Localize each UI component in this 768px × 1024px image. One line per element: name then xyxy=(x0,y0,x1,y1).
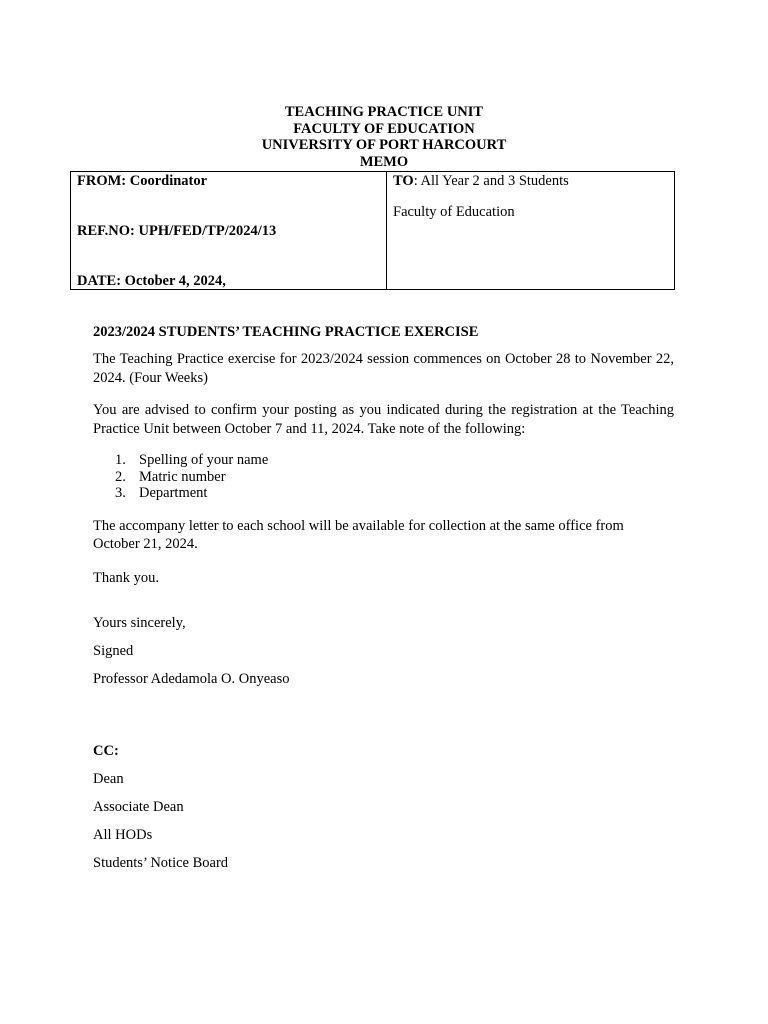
paragraph-commencement: The Teaching Practice exercise for 2023/2024 session commences on October 28 to November 22, 2024. (Four Weeks) xyxy=(93,351,674,386)
list-item xyxy=(93,485,268,502)
memo-ref-no: REF.NO: UPH/FED/TP/2024/13 xyxy=(77,223,277,239)
list-item xyxy=(93,469,268,486)
paragraph-confirm-posting: You are advised to confirm your posting as you indicated during the registration at the Teaching Practice Unit between October 7 and 11, 2024. Take note of the following: xyxy=(93,402,674,437)
list-item-text: Spelling of your name xyxy=(139,452,269,468)
memo-to xyxy=(393,173,569,190)
cc-label: CC: xyxy=(93,743,119,759)
memo-details-table xyxy=(70,171,675,290)
list-item-number: 3. xyxy=(115,485,126,501)
letterhead xyxy=(0,104,768,170)
closing-sincerely: Yours sincerely, xyxy=(93,615,186,631)
list-item xyxy=(93,452,268,469)
memo-recipient-cell xyxy=(387,172,674,289)
memo-to-value: : All Year 2 and 3 Students xyxy=(413,173,569,189)
cc-recipient: All HODs xyxy=(93,827,153,843)
list-item-text: Department xyxy=(139,485,208,501)
paragraph-collection: The accompany letter to each school will be available for collection at the same office from October 21, 2024. xyxy=(93,518,624,552)
memo-date: DATE: October 4, 2024, xyxy=(77,273,226,289)
cc-recipient: Associate Dean xyxy=(93,799,184,815)
memo-subject: 2023/2024 STUDENTS’ TEACHING PRACTICE EXERCISE xyxy=(93,324,479,340)
thank-you: Thank you. xyxy=(93,570,160,586)
university-name: UNIVERSITY OF PORT HARCOURT xyxy=(261,137,507,153)
memo-to-label: TO xyxy=(393,173,414,189)
list-item-text: Matric number xyxy=(139,468,226,485)
faculty-name: FACULTY OF EDUCATION xyxy=(293,120,475,137)
unit-name: TEACHING PRACTICE UNIT xyxy=(284,104,484,120)
document-type: MEMO xyxy=(359,153,409,170)
memo-from: FROM: Coordinator xyxy=(77,173,208,189)
closing-signed: Signed xyxy=(93,643,134,659)
requirements-list xyxy=(93,452,268,502)
memo-sender-cell xyxy=(71,172,387,289)
memo-to-faculty: Faculty of Education xyxy=(393,204,515,220)
cc-recipient: Dean xyxy=(93,771,124,787)
list-item-number: 2. xyxy=(115,468,126,485)
list-item-number: 1. xyxy=(115,452,126,468)
signatory-name: Professor Adedamola O. Onyeaso xyxy=(93,671,290,687)
cc-recipient: Students’ Notice Board xyxy=(93,855,229,871)
